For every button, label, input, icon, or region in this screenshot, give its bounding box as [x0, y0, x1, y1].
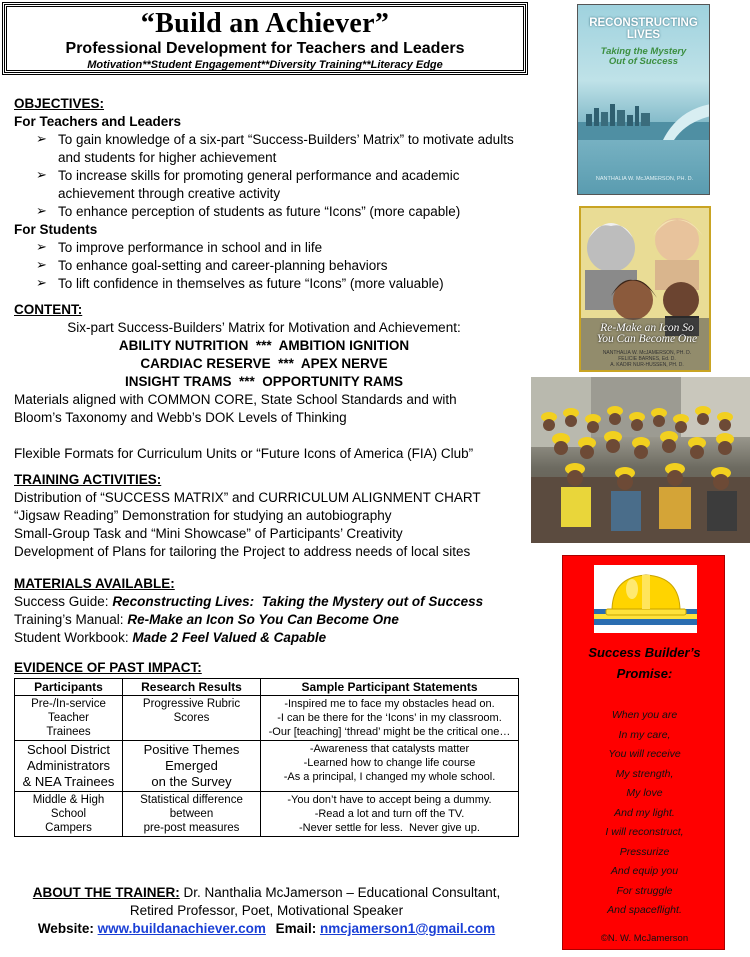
cell-line: School — [50, 808, 87, 820]
cell-line: & NEA Trainees — [22, 774, 115, 789]
promise-title-line: Promise: — [616, 666, 673, 681]
book-author: NANTHALIA W. McJAMERSON, PH. D. — [595, 176, 694, 182]
email-link[interactable]: nmcjamerson1@gmail.com — [319, 921, 496, 936]
promise-title — [563, 642, 726, 684]
poem-line: And equip you — [610, 865, 679, 877]
training-heading: TRAINING ACTIVITIES: — [14, 472, 162, 487]
page-title: “Build an Achiever” — [140, 8, 390, 39]
city-skyline-image — [578, 100, 710, 140]
trainer-section — [14, 884, 519, 938]
book-cover-reconstructing-lives — [577, 4, 710, 195]
cell-line: Campers — [45, 822, 92, 834]
training-item: Development of Plans for tailoring the Project to address needs of local sites — [14, 544, 471, 559]
students-objectives-list — [36, 239, 514, 293]
poem-line: For struggle — [616, 884, 673, 897]
poem-line: I will reconstruct, — [605, 826, 684, 838]
participants-cell — [15, 792, 123, 837]
results-cell — [123, 792, 261, 837]
cell-line: between — [169, 808, 214, 820]
teachers-heading: For Teachers and Leaders — [14, 114, 182, 129]
poem-line: Pressurize — [619, 845, 670, 858]
book-subtitle-line: Out of Success — [608, 56, 679, 67]
material-item — [14, 629, 514, 647]
book-author: FELICIE BARNES, Ed. D. — [618, 356, 676, 362]
book-subtitle — [578, 47, 709, 67]
column-header: Participants — [15, 679, 123, 696]
list-item: ➢ To enhance goal-setting and career-planning behaviors — [36, 257, 514, 275]
table-row — [15, 696, 519, 741]
table-header-row — [15, 679, 519, 696]
cell-line: on the Survey — [151, 774, 232, 789]
email-label: Email: — [275, 921, 317, 936]
book-title-line: You Can Become One — [596, 333, 698, 345]
material-label: Success Guide: — [14, 594, 109, 609]
evidence-heading: EVIDENCE OF PAST IMPACT: — [14, 660, 202, 675]
header-box — [2, 2, 528, 75]
statements-cell — [261, 696, 519, 741]
material-item — [14, 593, 514, 611]
book-subtitle-line: Taking the Mystery — [600, 46, 687, 57]
results-cell — [123, 741, 261, 792]
alignment-text: Materials aligned with COMMON CORE, State School Standards and with Bloom’s Taxonomy and Webb’s DOK Levels of Thinking — [14, 392, 457, 425]
book-author: NANTHALIA W. McJAMERSON, PH. D. — [602, 350, 692, 356]
website-label: Website: — [37, 921, 94, 936]
book-cover-remake-an-icon — [579, 206, 711, 372]
cell-line: School District — [26, 742, 111, 757]
cell-line: -Read a lot and turn off the TV. — [314, 808, 465, 820]
material-title: Re-Make an Icon So You Can Become One — [127, 612, 399, 627]
matrix-line: ABILITY NUTRITION *** AMBITION IGNITION — [118, 338, 410, 353]
material-title: Reconstructing Lives: Taking the Mystery out of Success — [112, 594, 484, 609]
poem-line: And spaceflight. — [607, 904, 682, 916]
objectives-heading: OBJECTIVES: — [14, 96, 105, 111]
main-content — [14, 95, 514, 837]
promise-title-line: Success Builder’s — [588, 645, 701, 660]
material-label: Student Workbook: — [14, 630, 129, 645]
list-item: ➢ To improve performance in school and in life — [36, 239, 514, 257]
participants-cell — [15, 741, 123, 792]
book-author: A. KADIR NUR-HUSSEN, PH. D. — [610, 362, 684, 368]
poem-line: When you are — [611, 709, 678, 721]
success-builders-promise — [562, 555, 725, 950]
poem-line: And my light. — [614, 806, 675, 819]
participants-in-hard-hats-image — [531, 377, 750, 543]
poem-line: My strength, — [615, 767, 674, 780]
students-heading: For Students — [14, 222, 98, 237]
hard-hat-icon — [594, 565, 697, 633]
content-heading: CONTENT: — [14, 302, 83, 317]
material-title: Made 2 Feel Valued & Capable — [132, 630, 327, 645]
cell-line: Positive Themes — [143, 742, 240, 757]
list-item: ➢ To increase skills for promoting general performance and academic achievement through creative activity — [36, 167, 514, 203]
table-row — [15, 741, 519, 792]
training-item: “Jigsaw Reading” Demonstration for studying an autobiography — [14, 508, 392, 523]
results-cell — [123, 696, 261, 741]
book-title-line: Re-Make an Icon So — [600, 322, 694, 334]
training-item: Small-Group Task and “Mini Showcase” of Participants’ Creativity — [14, 526, 403, 541]
group-photo — [531, 377, 750, 543]
icon-portraits-image — [581, 208, 711, 372]
trainer-text-2: Retired Professor, Poet, Motivational Speaker — [129, 903, 404, 918]
cell-line: Middle & High — [32, 794, 105, 806]
promise-poem — [563, 706, 726, 921]
material-item — [14, 611, 514, 629]
list-item: ➢ To lift confidence in themselves as future “Icons” (more valuable) — [36, 275, 514, 293]
cell-line: -You don’t have to accept being a dummy. — [287, 794, 492, 806]
book-title-line: RECONSTRUCTING — [589, 17, 698, 29]
trainer-line-1 — [14, 884, 519, 902]
column-header: Research Results — [123, 679, 261, 696]
participants-cell — [15, 696, 123, 741]
website-link[interactable]: www.buildanachiever.com — [97, 921, 266, 936]
matrix-line: CARDIAC RESERVE *** APEX NERVE — [140, 356, 388, 371]
trainer-text-1: Dr. Nanthalia McJamerson – Educational Consultant, — [183, 885, 501, 900]
statements-cell — [261, 741, 519, 792]
column-header: Sample Participant Statements — [261, 679, 519, 696]
book-title — [581, 323, 711, 345]
matrix-intro: Six-part Success-Builders’ Matrix for Motivation and Achievement: — [67, 320, 461, 335]
poem-line: In my care, — [618, 728, 671, 741]
cell-line: -Awareness that catalysts matter — [309, 743, 470, 755]
evidence-table — [14, 678, 519, 837]
cell-line: Emerged — [165, 758, 218, 773]
cell-line: -Our [teaching] ‘thread’ might be the critical one… — [268, 726, 511, 738]
promise-copyright: ©N. W. McJamerson — [600, 933, 689, 944]
list-item: ➢ To enhance perception of students as future “Icons” (more capable) — [36, 203, 514, 221]
poem-line: My love — [626, 787, 663, 799]
cell-line: Teacher — [48, 712, 89, 724]
cell-line: -Never settle for less. Never give up. — [299, 822, 480, 834]
cell-line: Trainees — [46, 726, 91, 738]
cell-line: -I can be there for the ‘Icons’ in my classroom. — [277, 712, 502, 724]
page-subtitle: Professional Development for Teachers and Leaders — [65, 40, 465, 57]
cell-line: -As a principal, I changed my whole school. — [283, 771, 496, 783]
training-item: Distribution of “SUCCESS MATRIX” and CURRICULUM ALIGNMENT CHART — [14, 490, 481, 505]
page-tagline: Motivation**Student Engagement**Diversity Training**Literacy Edge — [87, 59, 443, 71]
trainer-contact — [14, 920, 519, 938]
cell-line: Statistical difference — [140, 794, 243, 806]
cell-line: -Inspired me to face my obstacles head on. — [284, 698, 495, 710]
formats-text: Flexible Formats for Curriculum Units or “Future Icons of America (FIA) Club” — [14, 446, 474, 461]
trainer-heading: ABOUT THE TRAINER: — [32, 885, 180, 900]
cell-line: Progressive Rubric — [142, 698, 241, 710]
cell-line: Scores — [173, 712, 210, 724]
statements-cell — [261, 792, 519, 837]
list-item: ➢ To gain knowledge of a six-part “Success-Builders’ Matrix” to motivate adults and students for higher achievement — [36, 131, 514, 167]
cell-line: Pre-/In-service — [31, 698, 106, 710]
table-row — [15, 792, 519, 837]
book-title-line: LIVES — [626, 29, 661, 41]
teachers-objectives-list — [36, 131, 514, 221]
poem-line: You will receive — [608, 748, 681, 760]
material-label: Training’s Manual: — [14, 612, 124, 627]
book-authors — [581, 350, 711, 368]
matrix-line: INSIGHT TRAMS *** OPPORTUNITY RAMS — [124, 374, 404, 389]
book-title — [578, 17, 709, 41]
materials-heading: MATERIALS AVAILABLE: — [14, 576, 175, 591]
cell-line: Administrators — [26, 758, 111, 773]
cell-line: pre-post measures — [143, 822, 240, 834]
cell-line: -Learned how to change life course — [303, 757, 476, 769]
